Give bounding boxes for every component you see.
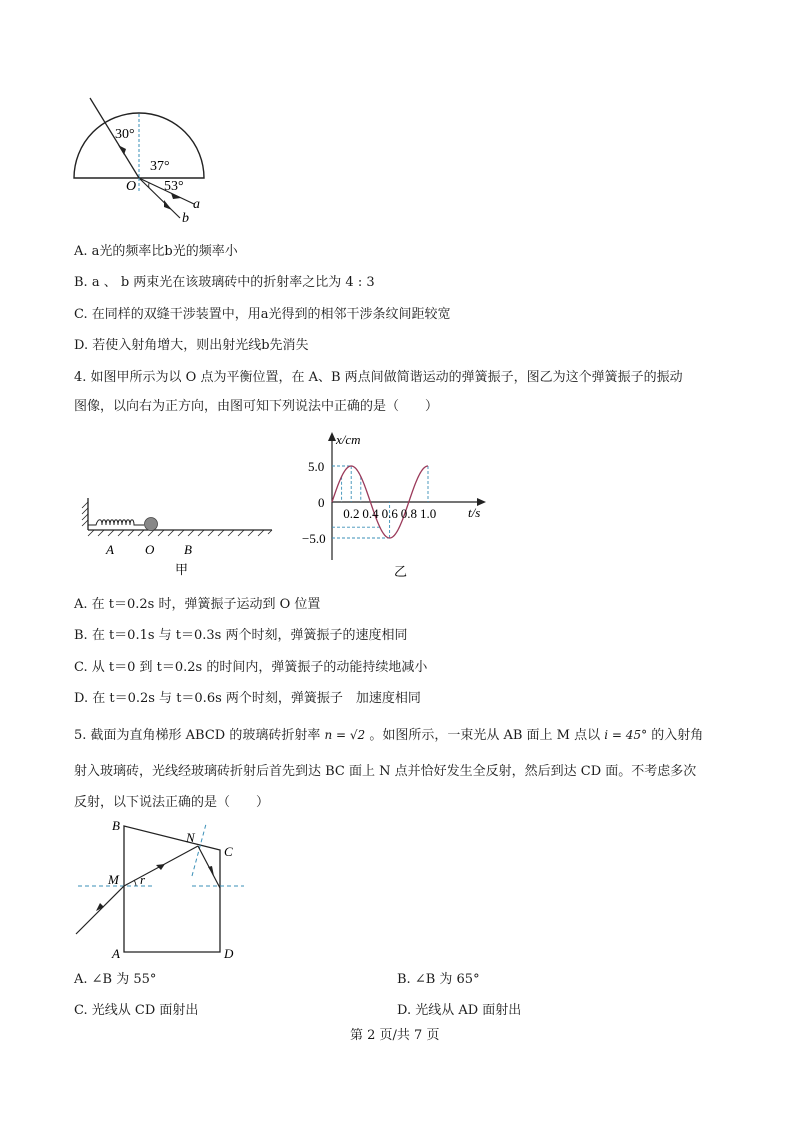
q5-stem-i: i = 45° xyxy=(604,728,648,742)
refracted-arrowhead xyxy=(156,864,165,870)
vibration-graph xyxy=(296,430,496,582)
reflected-arrowhead xyxy=(208,866,214,876)
oscillator-ball xyxy=(145,518,158,531)
q5-option-a: A. ∠B 为 55° xyxy=(74,972,157,987)
q3-option-b: B. a 、 b 两束光在该玻璃砖中的折射率之比为 4 : 3 xyxy=(74,275,375,290)
angle-r-arc xyxy=(134,880,136,886)
q5-option-b: B. ∠B 为 65° xyxy=(397,972,480,987)
point-O-label: O xyxy=(126,179,137,194)
incident-arrowhead xyxy=(118,145,126,155)
angle-r-label: r xyxy=(140,872,146,887)
x-tick-label: 0.2 xyxy=(343,506,360,521)
x-tick-label: 0.4 xyxy=(362,506,379,521)
point-A-label: A xyxy=(106,542,114,557)
q5-option-d: D. 光线从 AD 面射出 xyxy=(397,1003,522,1018)
point-A-label: A xyxy=(112,946,120,961)
q4-option-d: D. 在 t＝0.2s 与 t＝0.6s 两个时刻，弹簧振子 加速度相同 xyxy=(74,691,421,706)
point-N-label: N xyxy=(186,830,195,845)
y-tick-label: −5.0 xyxy=(302,531,326,546)
floor-hatch xyxy=(88,530,272,536)
point-O-label: O xyxy=(145,542,155,557)
angle-53-label: 53° xyxy=(164,179,184,194)
y-tick-label: 5.0 xyxy=(308,459,325,474)
q5-stem-n: n = √2 xyxy=(324,728,366,742)
ray-b-label: b xyxy=(182,211,189,226)
q5-stem-part3: 的入射角 xyxy=(651,728,704,743)
q5-stem-part2: 。如图所示，一束光从 AB 面上 M 点以 xyxy=(369,728,601,743)
trapezoid-prism-figure xyxy=(74,816,254,966)
q3-option-c: C. 在同样的双缝干涉装置中，用a光得到的相邻干涉条纹间距较宽 xyxy=(74,307,451,322)
page-number: 第 2 页/共 7 页 xyxy=(350,1028,440,1043)
point-B-label: B xyxy=(112,818,120,833)
incident-ray xyxy=(76,886,124,934)
x-tick-label: 0.8 xyxy=(400,506,418,521)
spring-oscillator-figure xyxy=(80,494,280,580)
q4-stem-line1: 4. 如图甲所示为以 O 点为平衡位置，在 A、B 两点间做简谐运动的弹簧振子，图乙为这个弹簧振子的振动 xyxy=(74,370,683,385)
q4-option-b: B. 在 t＝0.1s 与 t＝0.3s 两个时刻，弹簧振子的速度相同 xyxy=(74,628,408,643)
trapezoid-outline xyxy=(124,826,220,952)
figure-yi-label: 乙 xyxy=(394,564,408,579)
figure-jia-label: 甲 xyxy=(175,562,189,577)
x-tick-label: 1.0 xyxy=(420,506,437,521)
y-axis-title: x/cm xyxy=(336,432,361,447)
point-M-label: M xyxy=(108,872,119,887)
x-axis-title: t/s xyxy=(468,505,481,520)
point-B-label: B xyxy=(184,542,192,557)
q3-option-a: A. a光的频率比b光的频率小 xyxy=(74,244,238,259)
q5-option-c: C. 光线从 CD 面射出 xyxy=(74,1003,199,1018)
q3-option-d: D. 若使入射角增大，则出射光线b先消失 xyxy=(74,338,309,353)
x-tick-label: 0.6 xyxy=(381,506,398,521)
spring-coil xyxy=(88,520,144,525)
q4-option-c: C. 从 t＝0 到 t＝0.2s 的时间内，弹簧振子的动能持续地减小 xyxy=(74,660,428,675)
q5-stem-part1: 5. 截面为直角梯形 ABCD 的玻璃砖折射率 xyxy=(74,728,321,743)
q5-stem-line3: 反射，以下说法正确的是（ ） xyxy=(74,795,270,810)
y-tick-label: 0 xyxy=(318,495,325,510)
ray-a-label: a xyxy=(193,197,200,212)
angle-30-label: 30° xyxy=(115,127,135,142)
angle-37-label: 37° xyxy=(150,159,170,174)
q5-stem-line1 xyxy=(74,727,703,744)
q4-option-a: A. 在 t＝0.2s 时，弹簧振子运动到 O 位置 xyxy=(74,597,321,612)
q4-stem-line2: 图像，以向右为正方向，由图可知下列说法中正确的是（ ） xyxy=(74,399,439,414)
point-C-label: C xyxy=(224,844,233,859)
q5-stem-line2: 射入玻璃砖，光线经玻璃砖折射后首先到达 BC 面上 N 点并恰好发生全反射，然后到达 CD 面。不考虑多次 xyxy=(74,764,697,779)
semicircle-refraction-figure xyxy=(60,92,220,228)
wall-hatch xyxy=(82,502,88,526)
y-axis-arrow xyxy=(328,432,336,441)
point-D-label: D xyxy=(224,946,234,961)
